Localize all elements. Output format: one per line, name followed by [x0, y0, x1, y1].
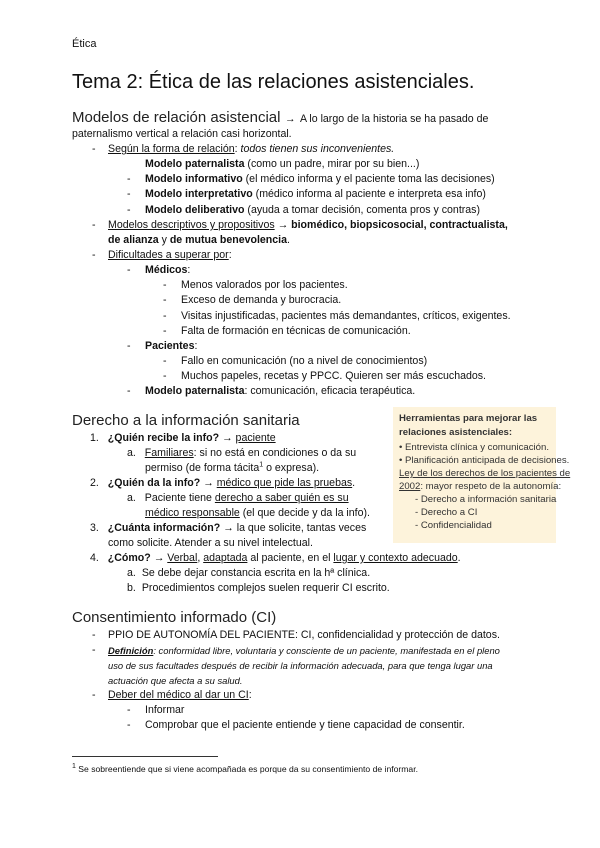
list-item: - Definición: conformidad libre, voluntaria y consciente de un paciente, manifestada en el pleno	[92, 644, 500, 656]
section-heading-derecho: Derecho a la información sanitaria	[72, 412, 300, 429]
numbered-item-cont: como solicite. Atender a su nivel intelectual.	[108, 537, 313, 549]
model-item: - Modelo interpretativo (médico informa al paciente e interpreta esa info)	[127, 188, 486, 200]
lettered-item: a. Paciente tiene derecho a saber quién es su	[127, 492, 349, 504]
page-title: Tema 2: Ética de las relaciones asistenciales.	[72, 71, 475, 93]
forma-note: todos tienen sus inconvenientes.	[240, 143, 395, 155]
callout-sub-item: - Derecho a CI	[415, 507, 478, 518]
list-item: - Deber del médico al dar un CI:	[92, 689, 252, 701]
sub-sub-item: - Muchos papeles, recetas y PPCC. Quieren ser más escuchados.	[163, 370, 487, 382]
lettered-item: b. Procedimientos complejos suelen requerir CI escrito.	[127, 582, 390, 594]
sub-list-item: - Modelo paternalista: comunicación, eficacia terapéutica.	[127, 385, 416, 397]
sub-list-item: - Comprobar que el paciente entiende y tiene capacidad de consentir.	[127, 719, 465, 731]
callout-bullet: • Entrevista clínica y comunicación.	[399, 442, 549, 453]
intro-text-line2: paternalismo vertical a relación casi horizontal.	[72, 128, 292, 140]
callout-sub-item: - Derecho a información sanitaria	[415, 494, 557, 505]
lettered-item-cont: permiso (de forma tácita$^1$ o expresa).	[145, 461, 320, 474]
definition-cont: actuación que afecta a su salud.	[108, 675, 243, 686]
sub-list-item: - Médicos:	[127, 264, 191, 276]
numbered-item: 4. ¿Cómo? → Verbal, adaptada al paciente, en el lugar y contexto adecuado.	[90, 552, 461, 564]
callout-title: Herramientas para mejorar las	[399, 413, 538, 424]
sub-sub-item: - Fallo en comunicación (no a nivel de conocimientos)	[163, 355, 428, 367]
callout-sub-item: - Confidencialidad	[415, 520, 492, 531]
list-item: - Según la forma de relación: todos tienen sus inconvenientes.	[92, 143, 395, 155]
footnote-separator	[72, 756, 218, 757]
numbered-item: 3. ¿Cuánta información? → la que solicite, tantas veces	[90, 522, 367, 534]
section-heading-modelos: Modelos de relación asistencial	[72, 109, 281, 126]
callout-ley-line2: 2002: mayor respeto de la autonomía:	[399, 481, 562, 492]
footnote: $^1$ Se sobreentiende que si viene acompañada es porque da su consentimiento de informar.	[72, 763, 418, 774]
section-modelos-intro	[72, 109, 488, 127]
sub-sub-item: - Exceso de demanda y burocracia.	[163, 294, 342, 306]
sub-list-item: - Pacientes:	[127, 340, 198, 352]
sub-list-item: - Informar	[127, 704, 185, 716]
numbered-item: 1. ¿Quién recibe la info? → paciente	[90, 432, 276, 444]
model-item: - Modelo deliberativo (ayuda a tomar decisión, comenta pros y contras)	[127, 204, 481, 216]
sub-sub-item: - Falta de formación en técnicas de comunicación.	[163, 325, 411, 337]
lettered-item: a. Se debe dejar constancia escrita en la hª clínica.	[127, 567, 371, 579]
list-item: - Dificultades a superar por:	[92, 249, 232, 261]
definition-cont: uso de sus facultades después de recibir la información adecuada, para que tenga lugar una	[108, 660, 493, 671]
section-heading-ci: Consentimiento informado (CI)	[72, 609, 277, 626]
callout-ley: Ley de los derechos de los pacientes de	[399, 468, 571, 479]
list-item: - Modelos descriptivos y propositivos → biomédico, biopsicosocial, contractualista,	[92, 219, 508, 231]
model-item: - Modelo informativo (el médico informa y el paciente toma las decisiones)	[127, 173, 495, 185]
lettered-item: a. Familiares: si no está en condiciones o da su	[127, 447, 357, 459]
sub-sub-item: - Visitas injustificadas, pacientes más demandantes, críticos, exigentes.	[163, 310, 511, 322]
forma-label: Según la forma de relación	[108, 143, 235, 155]
model-item: Modelo paternalista (como un padre, mirar por su bien...)	[145, 158, 420, 170]
intro-text: A lo largo de la historia se ha pasado de	[299, 113, 489, 125]
numbered-item: 2. ¿Quién da la info? → médico que pide las pruebas.	[90, 477, 356, 489]
page-header: Ética	[72, 38, 97, 50]
callout-box	[393, 407, 571, 543]
sub-sub-item: - Menos valorados por los pacientes.	[163, 279, 348, 291]
list-item-cont: de alianza y de mutua benevolencia.	[108, 234, 290, 246]
list-item: - PPIO DE AUTONOMÍA DEL PACIENTE: CI, confidencialidad y protección de datos.	[92, 629, 500, 641]
callout-title-line2: relaciones asistenciales:	[399, 427, 513, 438]
callout-bullet: • Planificación anticipada de decisiones.	[399, 455, 570, 466]
lettered-item-cont: médico responsable (el que decide y da la info).	[145, 507, 370, 519]
arrow-glyph: →	[284, 113, 296, 125]
